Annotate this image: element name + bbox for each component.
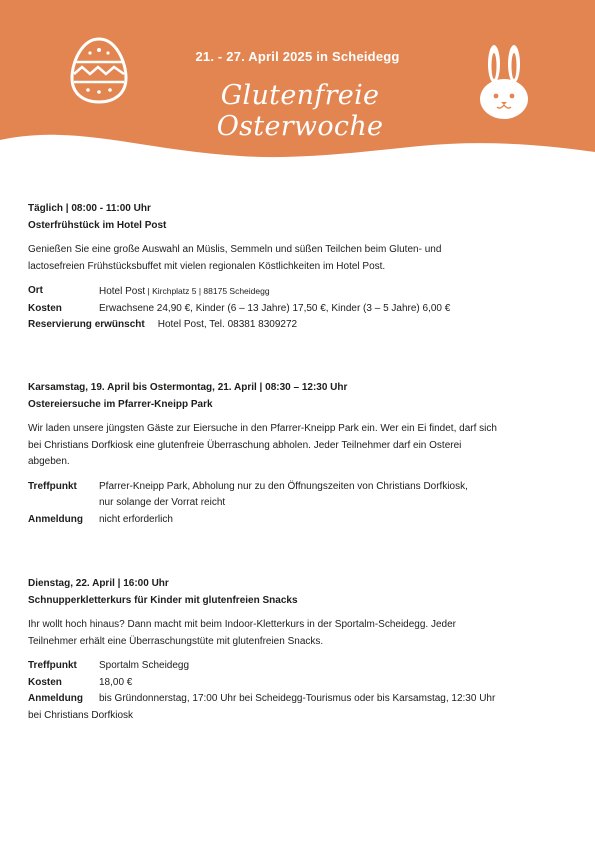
event-section-egg-hunt bbox=[28, 380, 568, 528]
detail-label: Ort bbox=[28, 285, 43, 296]
detail-label: Anmeldung bbox=[28, 513, 83, 525]
detail-row-reservierung bbox=[28, 317, 568, 334]
description-line: Ihr wollt hoch hinaus? Dann macht mit beim Indoor-Kletterkurs in der Sportalm-Scheidegg. Jeder bbox=[28, 619, 456, 630]
detail-value: nicht erforderlich bbox=[99, 513, 173, 525]
detail-row-kosten bbox=[28, 301, 568, 318]
event-details bbox=[28, 479, 568, 529]
description-line: bei Christians Dorfkiosk eine glutenfreie Überraschung abholen. Jeder Teilnehmer darf ein Osterei bbox=[28, 439, 462, 451]
treffpunkt-line: Pfarrer-Kneipp Park, Abholung nur zu den Öffnungszeiten von Christians Dorfkiosk, bbox=[99, 480, 468, 492]
detail-value: Sportalm Scheidegg bbox=[99, 660, 190, 671]
event-details bbox=[28, 658, 568, 724]
description-line: abgeben. bbox=[28, 456, 70, 467]
detail-row-kosten bbox=[28, 675, 568, 692]
detail-row-treffpunkt bbox=[28, 479, 568, 512]
description-line: lactosefreien Frühstücksbuffet mit vielen regionalen Köstlichkeiten im Hotel Post. bbox=[28, 260, 386, 272]
detail-label: Kosten bbox=[28, 302, 62, 314]
treffpunkt-line: nur solange der Vorrat reicht bbox=[99, 497, 226, 508]
detail-value bbox=[99, 283, 270, 301]
event-time: Karsamstag, 19. April bis Ostermontag, 21. April | 08:30 – 12:30 Uhr bbox=[28, 382, 348, 393]
description-line: Wir laden unsere jüngsten Gäste zur Eiersuche in den Pfarrer-Kneipp Park ein. Wer ein Ei findet, darf sich bbox=[28, 423, 497, 434]
event-name: Schnupperkletterkurs für Kinder mit glutenfreien Snacks bbox=[28, 594, 298, 606]
detail-row-ort bbox=[28, 283, 568, 301]
event-section-breakfast bbox=[28, 201, 568, 334]
event-section-climbing bbox=[28, 576, 568, 724]
detail-value: Erwachsene 24,90 €, Kinder (6 – 13 Jahre) 17,50 €, Kinder (3 – 5 Jahre) 6,00 € bbox=[99, 302, 451, 314]
detail-value: 18,00 € bbox=[99, 676, 133, 688]
easter-egg-icon bbox=[68, 36, 130, 104]
event-name: Osterfrühstück im Hotel Post bbox=[28, 219, 167, 231]
detail-row-anmeldung bbox=[28, 512, 568, 529]
event-time: Dienstag, 22. April | 16:00 Uhr bbox=[28, 578, 169, 589]
detail-label: Kosten bbox=[28, 676, 62, 688]
detail-label: Reservierung erwünscht bbox=[28, 319, 145, 330]
event-details bbox=[28, 283, 568, 334]
detail-row-anmeldung bbox=[28, 691, 568, 724]
event-date-range: 21. - 27. April 2025 in Scheidegg bbox=[195, 49, 400, 64]
page-title: Glutenfreie Osterwoche bbox=[216, 80, 384, 142]
detail-value-cont: bei Christians Dorfkiosk bbox=[28, 709, 134, 721]
detail-value bbox=[99, 479, 468, 512]
event-description bbox=[28, 242, 568, 275]
ort-address: | Kirchplatz 5 | 88175 Scheidegg bbox=[145, 286, 270, 296]
detail-label: Treffpunkt bbox=[28, 660, 77, 671]
detail-label: Treffpunkt bbox=[28, 480, 77, 492]
ort-value: Hotel Post bbox=[99, 286, 146, 297]
event-name: Ostereiersuche im Pfarrer-Kneipp Park bbox=[28, 398, 213, 410]
description-line: Teilnehmer erhält eine Überraschungstüte mit glutenfreien Snacks. bbox=[28, 635, 324, 647]
event-time: Täglich | 08:00 - 11:00 Uhr bbox=[28, 203, 151, 214]
detail-value: Hotel Post, Tel. 08381 8309272 bbox=[157, 319, 298, 330]
event-description bbox=[28, 421, 568, 471]
description-line: Genießen Sie eine große Auswahl an Müslis, Semmeln und süßen Teilchen beim Gluten- und bbox=[28, 244, 442, 255]
detail-row-treffpunkt bbox=[28, 658, 568, 675]
header-banner bbox=[0, 0, 595, 175]
detail-label: Anmeldung bbox=[28, 693, 83, 704]
event-description bbox=[28, 617, 568, 650]
detail-value: bis Gründonnerstag, 17:00 Uhr bei Scheidegg-Tourismus oder bis Karsamstag, 12:30 Uhr bbox=[99, 693, 496, 704]
